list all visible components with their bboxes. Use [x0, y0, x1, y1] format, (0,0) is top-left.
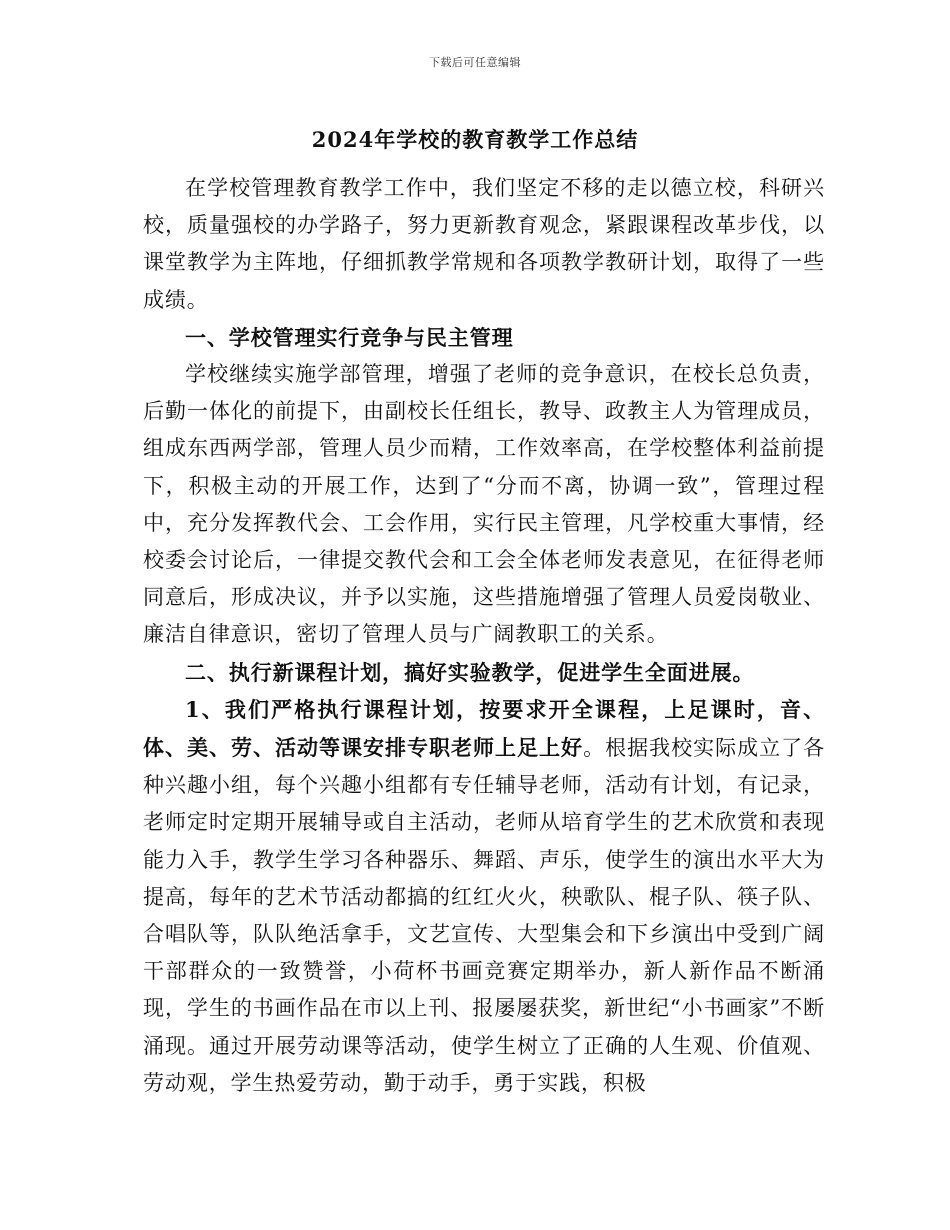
- header-note: 下载后可任意编辑: [429, 56, 521, 69]
- intro-paragraph: 在学校管理教育教学工作中，我们坚定不移的走以德立校，科研兴校，质量强校的办学路子，努力更新教育观念，紧跟课程改革步伐，以课堂教学为主阵地，仔细抓教学常规和各项教学教研计划，取得了一些成绩。: [143, 176, 825, 312]
- section-1-heading: 一、学校管理实行竞争与民主管理: [185, 324, 514, 350]
- item-1-body-text: 。根据我校实际成立了各种兴趣小组，每个兴趣小组都有专任辅导老师，活动有计划，有记录，老师定时定期开展辅导或自主活动，老师从培育学生的艺术欣赏和表现能力入手，教学生学习各种器乐、舞蹈、声乐，使学生的演出水平大为提高，每年的艺术节活动都搞的红红火火，秧歌队、棍子队、筷子队、合唱队等，队队绝活拿手，文艺宣传、大型集会和下乡演出中受到广阔干部群众的一致赞誉，小荷杯书画竞赛定期举办，新人新作品不断涌现，学生的书画作品在市以上刊、报屡屡获奖，新世纪“小书画家”不断涌现。通过开展劳动课等活动，使学生树立了正确的人生观、价值观、劳动观，学生热爱劳动，勤于动手，勇于实践，积极: [143, 736, 825, 1095]
- section-1-paragraph: 学校继续实施学部管理，增强了老师的竞争意识，在校长总负责，后勤一体化的前提下，由副校长任组长，教导、政教主人为管理成员，组成东西两学部，管理人员少而精，工作效率高，在学校整体利益前提下，积极主动的开展工作，达到了“分而不离，协调一致”，管理过程中，充分发挥教代会、工会作用，实行民主管理，凡学校重大事情，经校委会讨论后，一律提交教代会和工会全体老师发表意见，在征得老师同意后，形成决议，并予以实施，这些措施增强了管理人员爱岗敬业、廉洁自律意识，密切了管理人员与广阔教职工的关系。: [143, 362, 825, 647]
- item-1-bold-text: 1、我们严格执行课程计划，按要求开全课程，上足课时，音、体、美、劳、活动等课安排专职老师上足上好: [143, 696, 825, 761]
- section-2-heading: 二、执行新课程计划，搞好实验教学，促进学生全面进展。: [185, 659, 755, 685]
- document-title: 2024年学校的教育教学工作总结: [311, 127, 639, 152]
- document-body: [143, 170, 825, 1102]
- item-1-paragraph: [143, 691, 825, 1102]
